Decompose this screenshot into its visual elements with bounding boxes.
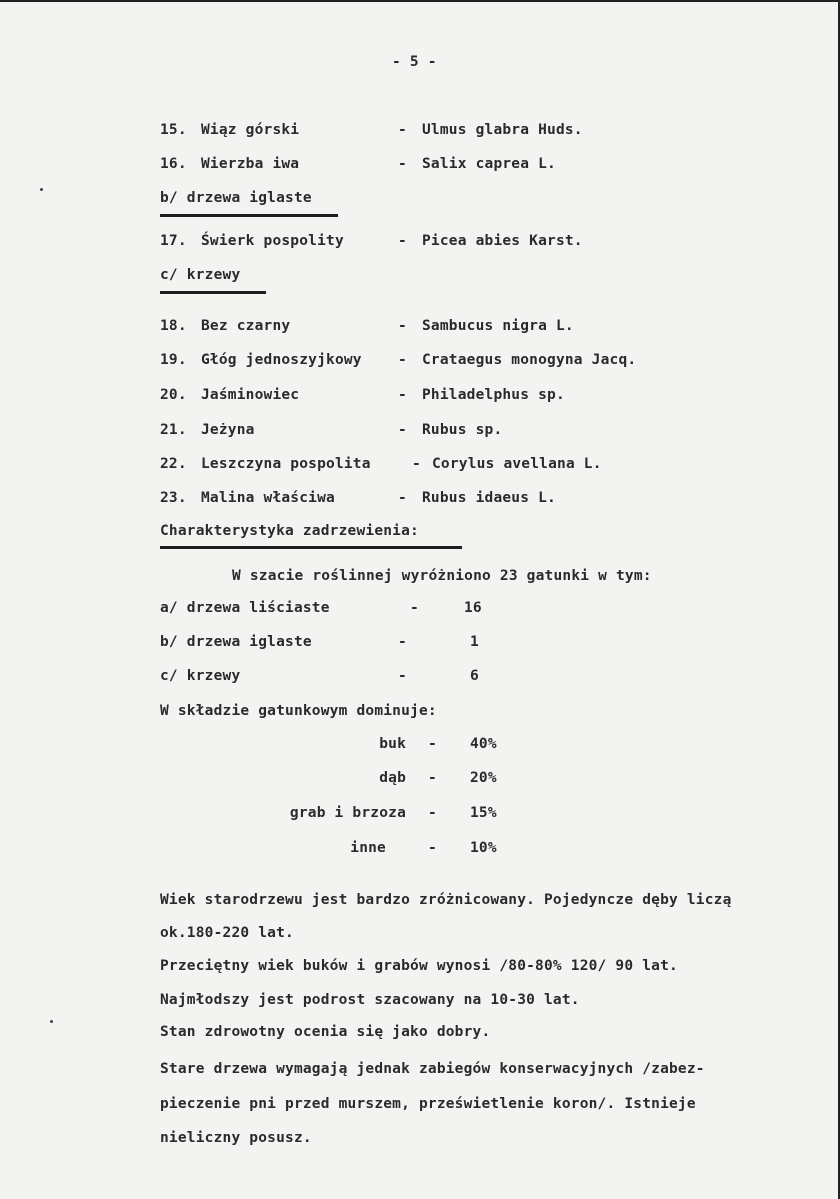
species-number: 23. [160,490,187,506]
dominance-dash: - [428,805,437,821]
heading-underline [160,214,338,217]
count-value: 16 [464,600,482,616]
section-heading-conifers: b/ drzewa iglaste [160,190,312,206]
species-dash: - [398,422,407,438]
species-polish-name: Leszczyna pospolita [201,456,371,472]
species-number: 15. [160,122,187,138]
species-polish-name: Wierzba iwa [201,156,300,172]
species-latin-name: Picea abies Karst. [422,233,583,249]
dominance-label: grab i brzoza [289,805,406,821]
species-dash: - [398,318,407,334]
section-heading-shrubs: c/ krzewy [160,267,241,283]
dominance-value: 40% [470,736,497,752]
species-number: 18. [160,318,187,334]
species-dash: - [398,352,407,368]
species-latin-name: Ulmus glabra Huds. [422,122,583,138]
species-polish-name: Głóg jednoszyjkowy [201,352,362,368]
paragraph-line: ok.180-220 lat. [160,925,294,941]
dominance-heading: W składzie gatunkowym dominuje: [160,703,437,719]
species-number: 16. [160,156,187,172]
species-dash: - [398,233,407,249]
dominance-label: buk [379,736,406,752]
species-dash: - [398,387,407,403]
page-number: - 5 - [392,54,437,70]
dominance-dash: - [428,770,437,786]
species-dash: - [398,156,407,172]
count-label: c/ krzewy [160,668,241,684]
dominance-label: inne [350,840,386,856]
species-number: 19. [160,352,187,368]
count-dash: - [398,634,407,650]
paragraph-line: Stare drzewa wymagają jednak zabiegów konserwacyjnych /zabez- [160,1061,705,1077]
dominance-label: dąb [379,770,406,786]
species-dash: - [398,490,407,506]
heading-underline [160,546,462,549]
scan-speck [50,1020,53,1023]
intro-text: W szacie roślinnej wyróżniono 23 gatunki w tym: [232,568,652,584]
dominance-value: 10% [470,840,497,856]
species-number: 17. [160,233,187,249]
dominance-value: 20% [470,770,497,786]
species-latin-name: Rubus idaeus L. [422,490,556,506]
dominance-dash: - [428,840,437,856]
paragraph-line: Stan zdrowotny ocenia się jako dobry. [160,1024,491,1040]
species-latin-name: Corylus avellana L. [432,456,602,472]
species-latin-name: Sambucus nigra L. [422,318,574,334]
species-polish-name: Jaśminowiec [201,387,300,403]
count-value: 6 [470,668,479,684]
count-dash: - [410,600,419,616]
species-polish-name: Malina właściwa [201,490,335,506]
species-polish-name: Świerk pospolity [201,233,344,249]
count-dash: - [398,668,407,684]
heading-underline [160,291,266,294]
species-polish-name: Bez czarny [201,318,291,334]
paragraph-line: Przeciętny wiek buków i grabów wynosi /80-80% 120/ 90 lat. [160,958,678,974]
species-latin-name: Salix caprea L. [422,156,556,172]
count-label: b/ drzewa iglaste [160,634,312,650]
species-dash: - [412,456,421,472]
species-polish-name: Jeżyna [201,422,255,438]
paragraph-line: Najmłodszy jest podrost szacowany na 10-30 lat. [160,992,580,1008]
species-latin-name: Philadelphus sp. [422,387,565,403]
species-dash: - [398,122,407,138]
species-latin-name: Rubus sp. [422,422,503,438]
species-polish-name: Wiąz górski [201,122,300,138]
section-heading-characterization: Charakterystyka zadrzewienia: [160,523,419,539]
species-number: 20. [160,387,187,403]
paragraph-line: pieczenie pni przed murszem, prześwietlenie koron/. Istnieje [160,1096,696,1112]
count-value: 1 [470,634,479,650]
species-latin-name: Crataegus monogyna Jacq. [422,352,637,368]
scan-speck [40,188,43,191]
species-number: 21. [160,422,187,438]
species-number: 22. [160,456,187,472]
paragraph-line: nieliczny posusz. [160,1130,312,1146]
paragraph-line: Wiek starodrzewu jest bardzo zróżnicowany. Pojedyncze dęby liczą [160,892,732,908]
dominance-value: 15% [470,805,497,821]
dominance-dash: - [428,736,437,752]
count-label: a/ drzewa liściaste [160,600,330,616]
